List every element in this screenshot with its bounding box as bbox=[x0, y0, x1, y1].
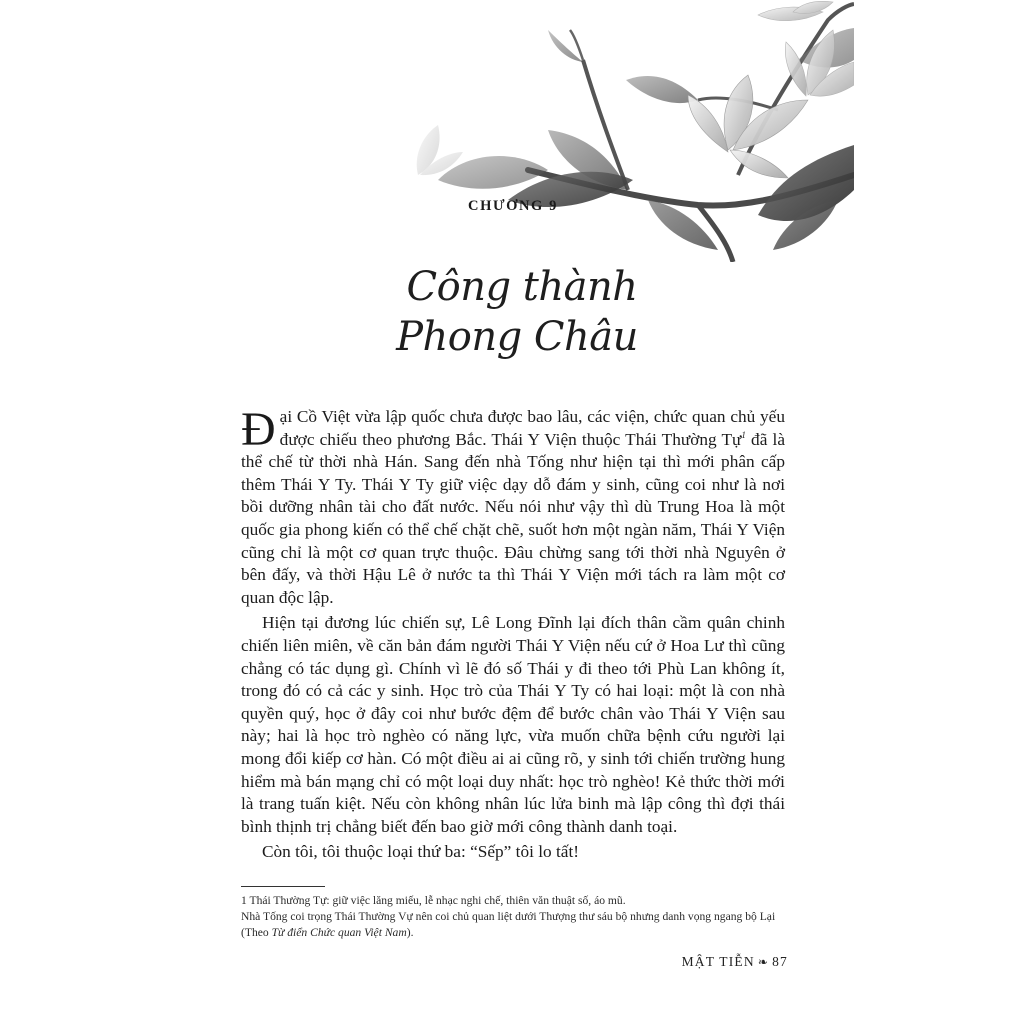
chapter-title bbox=[392, 262, 642, 362]
paragraph-1-text-cont: đã là thể chế từ thời nhà Hán. Sang đến nhà Tống như hiện tại thì mới phân cấp thêm Thái Y Ty. Thái Y Ty giữ việc dạy dỗ đám y sinh, cũng coi như là nơi bồi dưỡng nhân tài cho đất nước. Nếu nói như vậy thì dù Trung Hoa là một quốc gia phong kiến có thể chế chặt chẽ, suốt hơn một ngàn năm, Thái Y Viện cũng chỉ là một cơ quan trực thuộc. Đâu chừng sang tới thời nhà Nguyên ở bên đấy, và thời Hậu Lê ở nước ta thì Thái Y Viện mới tách ra làm một cơ quan độc lập. bbox=[241, 429, 785, 607]
footnote-1: 1 Thái Thường Tự: giữ việc lăng miếu, lễ nhạc nghi chế, thiên văn thuật số, áo mũ. bbox=[241, 894, 626, 907]
footnote-reference: 1 bbox=[741, 429, 746, 440]
chapter-label: CHƯƠNG 9 bbox=[468, 198, 558, 214]
running-footer bbox=[660, 954, 788, 970]
body-text bbox=[241, 403, 785, 867]
footnote-1-source-title: Từ điển Chức quan Việt Nam bbox=[271, 925, 407, 939]
chapter-title-line-1: Công thành bbox=[406, 264, 638, 310]
paragraph-3: Còn tôi, tôi thuộc loại thứ ba: “Sếp” tôi lo tất! bbox=[262, 842, 580, 862]
footnotes bbox=[241, 893, 793, 940]
footnote-1-cont-prefix: Nhà Tống coi trọng Thái Thường Vự nên coi chủ quan liệt dưới Thượng thư sáu bộ nhưng danh vọng ngang bộ Lại (Theo bbox=[241, 909, 776, 939]
paragraph-1-text: ại Cồ Việt vừa lập quốc chưa được bao lâu, các viện, chức quan chủ yếu được chiếu theo phương Bắc. Thái Y Viện thuộc Thái Thường Tự bbox=[279, 407, 785, 449]
footnote-1-cont-suffix: ). bbox=[406, 925, 414, 939]
drop-cap: Đ bbox=[241, 403, 276, 456]
book-title: MẬT TIỄN bbox=[681, 954, 755, 969]
paragraph-2: Hiện tại đương lúc chiến sự, Lê Long Đĩnh lại đích thân cầm quân chinh chiến liên miên, về căn bản đám người Thái Y Viện nếu cứ ở Hoa Lư thì cũng chẳng có tác dụng gì. Chính vì lẽ đó số Thái y đi theo tới Phù Lan không ít, trong đó có cả các y sinh. Học trò của Thái Y Ty có hai loại: một là con nhà quyền quý, học ở đây coi như bước đệm để bước chân vào Thái Y Viện sau này; hai là học trò nghèo có năng lực, vừa muốn chữa bệnh cứu người lại mong đổi kiếp cơ hàn. Có một điều ai ai cũng rõ, y sinh tới chiến trường hung hiểm mà bán mạng chỉ có một loại duy nhất: học trò nghèo! Kẻ thức thời mới là trang tuấn kiệt. Nếu còn không nhân lúc lửa binh mà lập công thì đợi thái bình thịnh trị chẳng biết đến bao giờ mới công thành danh toại. bbox=[241, 613, 785, 836]
footnote-divider bbox=[241, 886, 325, 887]
page-number: 87 bbox=[772, 954, 788, 969]
magnolia-branch-illustration bbox=[398, 0, 854, 262]
fleuron-icon: ❧ bbox=[757, 955, 770, 969]
chapter-title-line-2: Phong Châu bbox=[396, 314, 638, 360]
footnote-1-cont bbox=[241, 909, 793, 941]
paragraph-1 bbox=[241, 403, 785, 609]
